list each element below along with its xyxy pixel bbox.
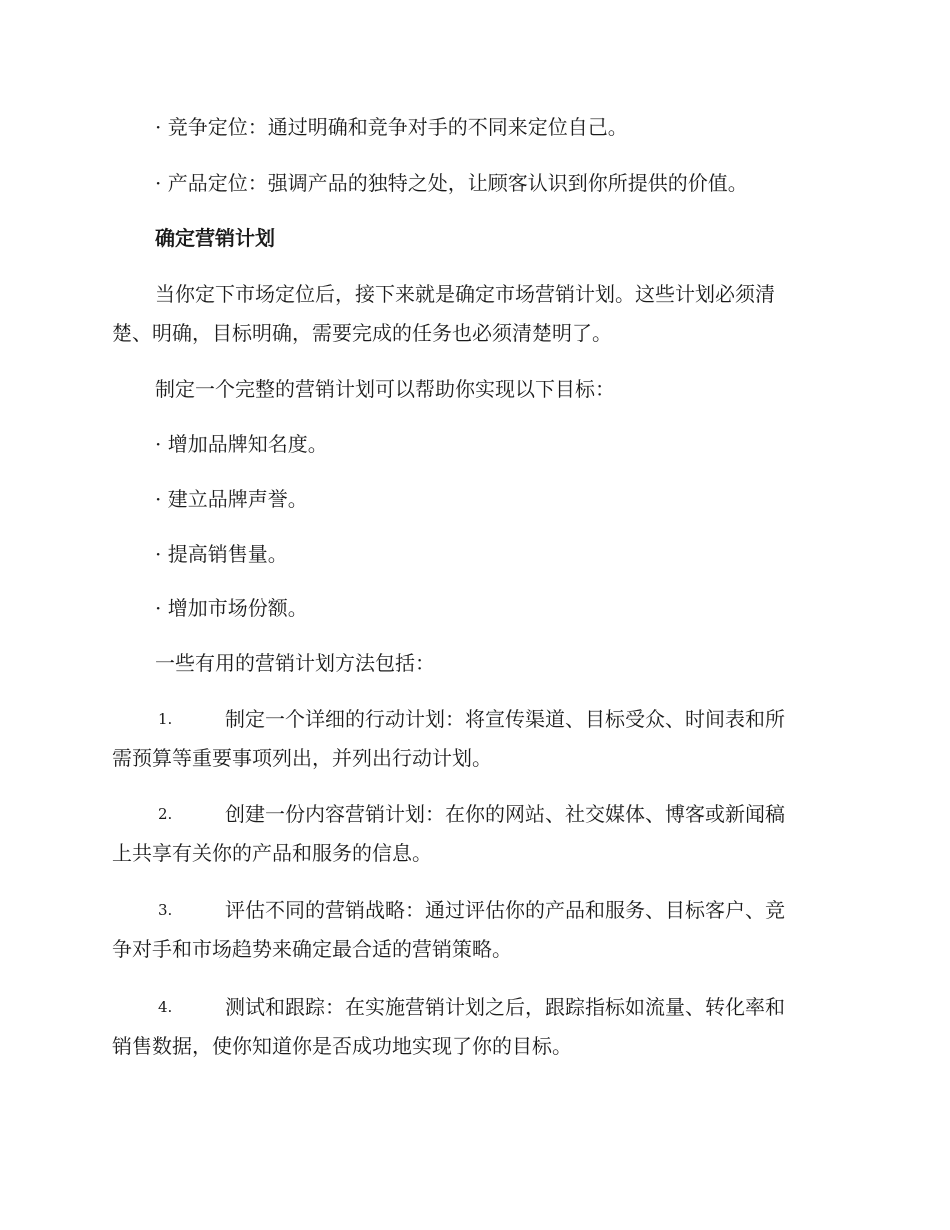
goals-intro: 制定一个完整的营销计划可以帮助你实现以下目标： bbox=[155, 377, 615, 401]
method-line-1: 评估不同的营销战略：通过评估你的产品和服务、目标客户、竞 bbox=[225, 898, 785, 922]
method-line-2: 争对手和市场趋势来确定最合适的营销策略。 bbox=[112, 937, 512, 961]
intro-paragraph-line-1: 当你定下市场定位后，接下来就是确定市场营销计划。这些计划必须清 bbox=[155, 282, 775, 306]
intro-paragraph-line-2: 楚、明确，目标明确，需要完成的任务也必须清楚明了。 bbox=[112, 321, 612, 345]
method-line-2: 上共享有关你的产品和服务的信息。 bbox=[112, 841, 432, 865]
method-number: 2. bbox=[158, 805, 173, 823]
goal-item: · 建立品牌声誉。 bbox=[155, 487, 308, 511]
method-number: 3. bbox=[158, 901, 173, 919]
method-line-2: 需预算等重要事项列出，并列出行动计划。 bbox=[112, 746, 492, 770]
method-line-1: 制定一个详细的行动计划：将宣传渠道、目标受众、时间表和所 bbox=[225, 707, 785, 731]
method-number: 1. bbox=[158, 710, 173, 728]
method-number: 4. bbox=[158, 998, 173, 1016]
goal-item: · 增加市场份额。 bbox=[155, 596, 308, 620]
goal-item: · 提高销售量。 bbox=[155, 542, 288, 566]
methods-intro: 一些有用的营销计划方法包括： bbox=[155, 651, 435, 675]
bullet-competitive-positioning: · 竞争定位：通过明确和竞争对手的不同来定位自己。 bbox=[155, 115, 628, 139]
method-line-1: 创建一份内容营销计划：在你的网站、社交媒体、博客或新闻稿 bbox=[225, 802, 785, 826]
method-line-1: 测试和跟踪：在实施营销计划之后，跟踪指标如流量、转化率和 bbox=[225, 995, 785, 1019]
bullet-product-positioning: · 产品定位：强调产品的独特之处，让顾客认识到你所提供的价值。 bbox=[155, 171, 748, 195]
method-line-2: 销售数据，使你知道你是否成功地实现了你的目标。 bbox=[112, 1034, 572, 1058]
goal-item: · 增加品牌知名度。 bbox=[155, 432, 328, 456]
section-heading: 确定营销计划 bbox=[155, 226, 275, 250]
